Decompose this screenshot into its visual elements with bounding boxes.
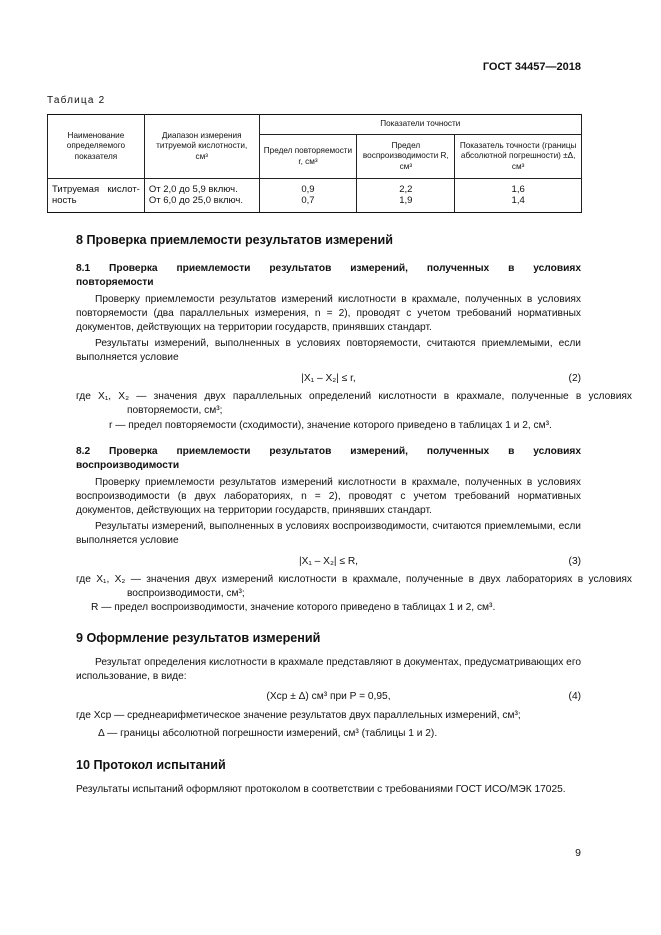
where-9-delta: Δ — границы абсолютной погрешности измерений, см³ (таблицы 1 и 2).	[98, 728, 438, 739]
table-caption: Таблица 2	[47, 95, 106, 106]
col-header-name: Наименование определяемого показателя	[48, 115, 145, 179]
paragraph-9-1: Результат определения кислотности в крахмале представляют в документах, предусматривающих его использование, в виде:	[76, 657, 581, 682]
where-8-2-R: R — предел воспроизводимости, значение которого приведено в таблицах 1 и 2, см³.	[91, 602, 496, 613]
formula-2: |X₁ – X₂| ≤ r, (2)	[301, 373, 581, 384]
accuracy-table	[47, 114, 582, 213]
col-header-accuracy-group: Показатели точности	[259, 115, 581, 135]
where-8-2-x: где X₁, X₂ — значения двух измерений кислотности в крахмале, полученные в двух лабораториях в условиях воспроизводимости, см³;	[76, 574, 632, 599]
cell-range: От 2,0 до 5,9 включ. От 6,0 до 25,0 включ.	[144, 179, 259, 213]
paragraph-8-1-2: Результаты измерений, выполненных в условиях повторяемости, считаются приемлемыми, если выполняется условие	[76, 338, 581, 363]
cell-r: 0,9 0,7	[259, 179, 357, 213]
where-8-1-x: где X₁, X₂ — значения двух параллельных определений кислотности в крахмале, полученные в условиях повторяемости, см³;	[76, 391, 632, 416]
cell-R: 2,2 1,9	[357, 179, 455, 213]
where-9-xcp: где Xср — среднеарифметическое значение результатов двух параллельных измерений, см³;	[76, 710, 521, 721]
cell-delta: 1,6 1,4	[455, 179, 582, 213]
col-header-error-bounds: Показатель точности (границы абсолютной погрешности) ±Δ, см³	[455, 135, 582, 179]
col-header-reproducibility: Предел воспроизводимости R, см³	[357, 135, 455, 179]
paragraph-8-2-2: Результаты измерений, выполненных в условиях воспроизводимости, считаются приемлемыми, если выполняется условие	[76, 521, 581, 546]
subsection-8-2-title: 8.2 Проверка приемлемости результатов измерений, полученных в условиях воспроизводимости	[76, 446, 581, 471]
cell-indicator-name: Титруемая кислот- ность	[48, 179, 145, 213]
col-header-repeatability: Предел повторяемости r, см³	[259, 135, 357, 179]
subsection-8-1-title: 8.1 Проверка приемлемости результатов измерений, полученных в условиях повторяемости	[76, 263, 581, 288]
formula-4: (Xср ± Δ) см³ при P = 0,95, (4)	[266, 691, 581, 702]
paragraph-8-2-1: Проверку приемлемости результатов измерений кислотности в крахмале, полученных в условиях воспроизводимости (в двух лабораториях, n = 2), проводят с учетом требований нормативных документов, действующих на территории государств, принявших стандарт.	[76, 477, 581, 516]
page-number: 9	[575, 847, 581, 859]
col-header-range: Диапазон измерения титруемой кислотности, см³	[144, 115, 259, 179]
section-8-title: 8 Проверка приемлемости результатов измерений	[76, 233, 393, 247]
section-10-title: 10 Протокол испытаний	[76, 758, 226, 772]
section-9-title: 9 Оформление результатов измерений	[76, 631, 321, 645]
where-8-1-r: r — предел повторяемости (сходимости), значение которого приведено в таблицах 1 и 2, см³.	[109, 420, 552, 431]
table-row	[48, 179, 582, 213]
standard-code: ГОСТ 34457—2018	[482, 61, 581, 73]
paragraph-8-1-1: Проверку приемлемости результатов измерений кислотности в крахмале, полученных в условиях повторяемости (два параллельных измерения, n = 2), проводят с учетом требований нормативных документов, действующих на территории государств, принявших стандарт.	[76, 294, 581, 333]
paragraph-10-1: Результаты испытаний оформляют протоколом в соответствии с требованиями ГОСТ ИСО/МЭК 17025.	[76, 784, 566, 795]
formula-3: |X₁ – X₂| ≤ R, (3)	[298, 556, 581, 567]
